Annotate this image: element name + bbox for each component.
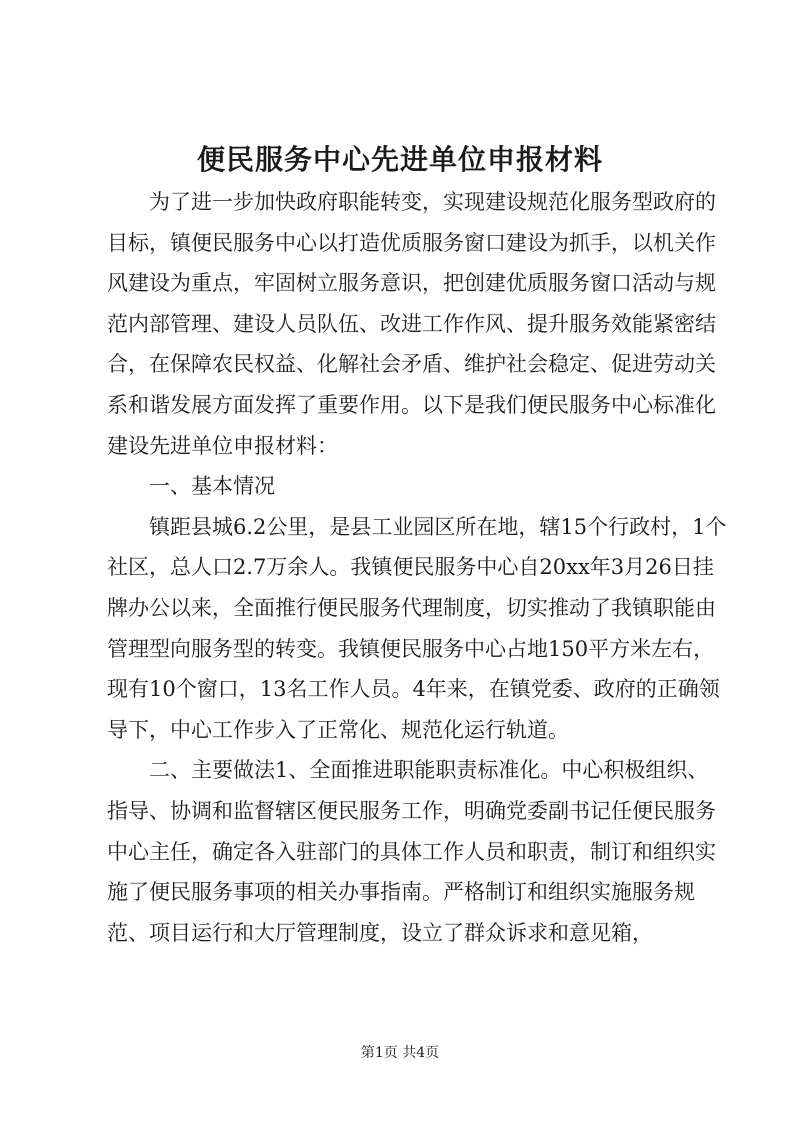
document-body [107,182,727,953]
basic-situation-paragraph: 镇距县城6.2公里，是县工业园区所在地，辖15个行政村，1个社区，总人口2.7万余人。我镇便民服务中心自20xx年3月26日挂牌办公以来，全面推行便民服务代理制度，切实推动了我镇职能由管理型向服务型的转变。我镇便民服务中心占地150平方米左右，现有10个窗口，13名工作人员。4年来，在镇党委、政府的正确领导下，中心工作步入了正常化、规范化运行轨道。 [107,514,727,742]
main-practices-paragraph: 二、主要做法1、全面推进职能职责标准化。中心积极组织、指导、协调和监督辖区便民服务工作，明确党委副书记任便民服务中心主任，确定各入驻部门的具体工作人员和职责，制订和组织实施了便民服务事项的相关办事指南。严格制订和组织实施服务规范、项目运行和大厅管理制度，设立了群众诉求和意见箱， [107,758,716,945]
document-title: 便民服务中心先进单位申报材料 [196,143,603,176]
intro-paragraph: 为了进一步加快政府职能转变，实现建设规范化服务型政府的目标，镇便民服务中心以打造优质服务窗口建设为抓手，以机关作风建设为重点，牢固树立服务意识，把创建优质服务窗口活动与规范内部管理、建设人员队伍、改进工作作风、提升服务效能紧密结合，在保障农民权益、化解社会矛盾、维护社会稳定、促进劳动关系和谐发展方面发挥了重要作用。以下是我们便民服务中心标准化建设先进单位申报材料： [107,190,716,458]
page-number-footer: 第1页 共4页 [360,1045,440,1061]
section-heading-basic-situation: 一、基本情况 [149,474,275,499]
